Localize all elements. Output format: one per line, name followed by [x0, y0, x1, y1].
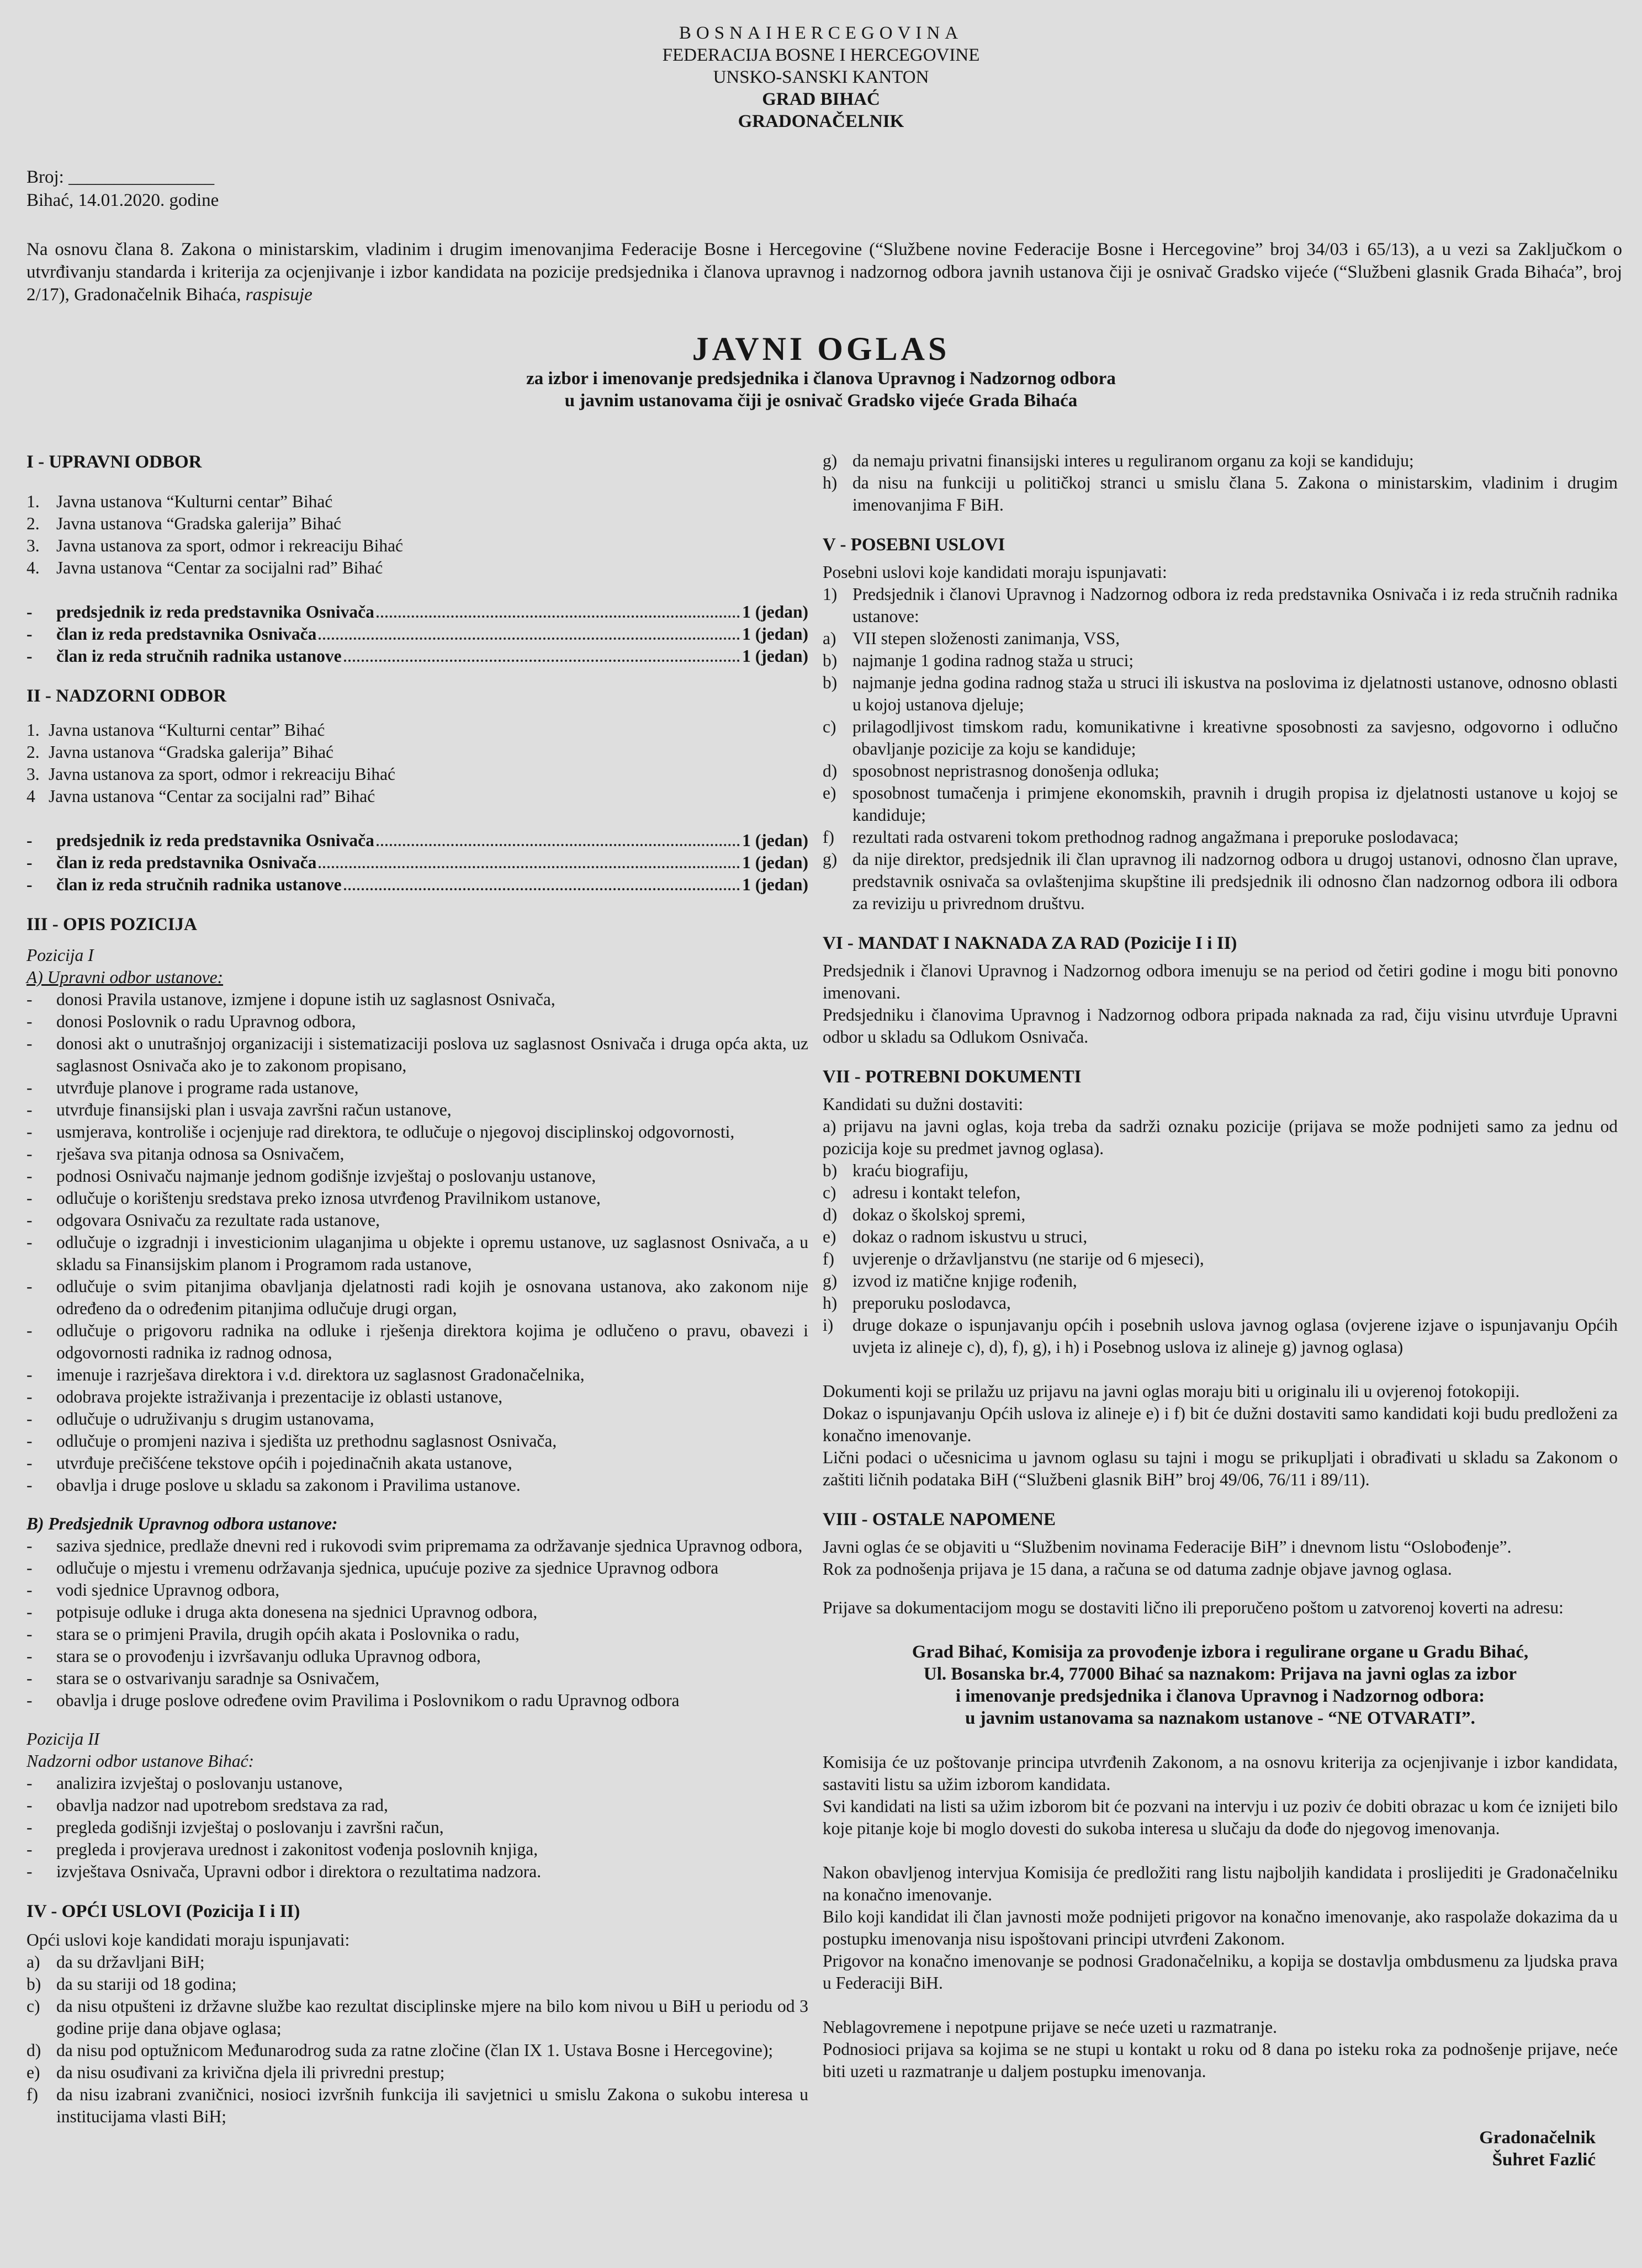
list-item: [27, 1033, 808, 1077]
list-item: i) druge dokaze o ispunjavanju općih i posebnih uslova javnog oglasa (ovjerene izjave o ispunjavanju Općih uvjeta iz alineje c), d), f), g), i h) i Posebnog uslova iz alineje g) javnog oglasa): [823, 1315, 1618, 1357]
list-item: f) uvjerenje o državljanstvu (ne starije od 6 mjeseci),: [823, 1249, 1204, 1268]
list-item: [27, 1121, 808, 1143]
predsjednik-duties: [27, 1535, 808, 1712]
announcement-title: JAVNI OGLAS: [692, 331, 950, 367]
dash-bullet: -: [27, 1144, 33, 1164]
list-item: e) dokaz o radnom iskustvu u struci,: [823, 1227, 1088, 1246]
list-item: 1. Javna ustanova “Kulturni centar” Bihać: [27, 720, 325, 740]
header-country: BOSNAIHERCEGOVINA: [679, 23, 963, 43]
list-item-text: obavlja nadzor nad upotrebom sredstava za rad,: [56, 1796, 388, 1815]
list-item-text: saziva sjednice, predlaže dnevni red i rukovodi svim pripremama za održavanje sjednica Upravnog odbora,: [56, 1536, 803, 1555]
dash-bullet: -: [27, 1122, 33, 1141]
list-item: [27, 1667, 808, 1690]
list-item-text: odobrava projekte istraživanja i prezentacije iz oblasti ustanove,: [56, 1387, 503, 1406]
napomene-paragraph-6: Nakon obavljenog intervjua Komisija će predložiti rang listu najboljih kandidata i proslijediti je Gradonačelniku na konačno imenovanje.: [823, 1863, 1618, 1904]
napomene-paragraph-2: Rok za podnošenja prijava je 15 dana, a računa se od datuma zadnje objave javnog oglasa.: [823, 1559, 1452, 1579]
list-item: h) preporuku poslodavca,: [823, 1293, 1011, 1313]
list-item: b) najmanje 1 godina radnog staža u struci;: [823, 651, 1134, 670]
list-item-text: odgovara Osnivaču za rezultate rada ustanove,: [56, 1210, 380, 1230]
list-item-text: imenuje i razrješava direktora i v.d. direktora uz saglasnost Gradonačelnika,: [56, 1365, 585, 1384]
dokumenti-lead: Kandidati su dužni dostaviti:: [823, 1095, 1024, 1114]
list-item-text: utvrđuje planove i programe rada ustanove,: [56, 1078, 359, 1097]
list-item: c) da nisu otpušteni iz državne službe kao rezultat disciplinske mjere na bilo kom nivou u BiH u periodu od 3 godine prije dana objave oglasa;: [27, 1996, 808, 2038]
document-date: Bihać, 14.01.2020. godine: [27, 190, 219, 210]
address-line-2: Ul. Bosanska br.4, 77000 Bihać sa naznakom: Prijava na javni oglas za izbor: [923, 1664, 1517, 1684]
list-item: e) sposobnost tumačenja i primjene ekonomskih, pravnih i drugih propisa iz djelatnosti ustanove u kojoj se kandiduje;: [823, 783, 1618, 825]
list-item: 4. Javna ustanova “Centar za socijalni rad” Bihać: [27, 558, 383, 577]
list-item: d) sposobnost nepristrasnog donošenja odluka;: [823, 761, 1159, 780]
dash-bullet: -: [27, 1100, 33, 1119]
list-item: [27, 1690, 808, 1712]
header-office: GRADONAČELNIK: [738, 111, 904, 131]
section-nadzorni-odbor-title: II - NADZORNI ODBOR: [27, 686, 227, 706]
list-item: [27, 1408, 808, 1430]
list-item: [27, 1165, 808, 1187]
napomene-paragraph-1: Javni oglas će se objaviti u “Službenim novinama Federacije BiH” i dnevnom listu “Oslobođenje”.: [823, 1537, 1512, 1557]
signature-title: Gradonačelnik: [1479, 2128, 1596, 2148]
dash-bullet: -: [27, 1840, 33, 1859]
list-item: [27, 1011, 808, 1033]
list-item: g) izvod iz matične knjige rođenih,: [823, 1271, 1077, 1290]
list-item: d) dokaz o školskoj spremi,: [823, 1205, 1026, 1224]
dash-bullet: -: [27, 1773, 33, 1793]
list-item-text: rješava sva pitanja odnosa sa Osnivačem,: [56, 1144, 345, 1164]
dash-bullet: -: [27, 1558, 33, 1577]
list-item: [27, 1535, 808, 1557]
list-item: b) najmanje jedna godina radnog staža u struci ili iskustva na poslovima iz djelatnosti ustanove, odnosno oblasti u kojoj ustanova djeluje;: [823, 673, 1618, 714]
dash-bullet: -: [27, 1862, 33, 1881]
position-row: - predsjednik iz reda predstavnika Osnivača 1 (jedan): [27, 831, 808, 850]
dash-bullet: -: [27, 1365, 33, 1384]
list-item-text: donosi akt o unutrašnjoj organizaciji i sistematizaciji poslova uz saglasnost Osnivača i druga opća akta, uz saglasnost Osnivača ako je to zakonom propisano,: [56, 1034, 808, 1075]
dash-bullet: -: [27, 1602, 33, 1622]
list-item: b) da su stariji od 18 godina;: [27, 1974, 237, 1994]
list-item: [27, 1601, 808, 1623]
list-item-text: obavlja i druge poslove u skladu sa zakonom i Pravilima ustanove.: [56, 1475, 521, 1495]
list-item-text: analizira izvještaj o poslovanju ustanove,: [56, 1773, 343, 1793]
intro-raspisuje: raspisuje: [245, 285, 312, 305]
list-item-text: stara se o provođenju i izvršavanju odluka Upravnog odbora,: [56, 1646, 481, 1666]
list-item-text: odlučuje o promjeni naziva i sjedišta uz prethodnu saglasnost Osnivača,: [56, 1431, 557, 1451]
dash-bullet: -: [27, 1669, 33, 1688]
list-item: 2. Javna ustanova “Gradska galerija” Bihać: [27, 742, 334, 762]
left-column: [27, 450, 808, 2128]
napomene-paragraph-7: Bilo koji kandidat ili član javnosti može podnijeti prigovor na konačno imenovanje, ako raspolaže dokazima da u postupku imenovanja nisu ispoštovani principi utvrđeni Zakonom.: [823, 1907, 1618, 1948]
list-item: 1) Predsjednik i članovi Upravnog i Nadzornog odbora iz reda predstavnika Osnivača i iz reda stručnih radnika ustanove:: [823, 585, 1618, 626]
list-item-text: usmjerava, kontroliše i ocjenjuje rad direktora, te odlučuje o njegovoj disciplinskoj odgovornosti,: [56, 1122, 735, 1141]
list-item-text: odlučuje o izgradnji i investicionim ulaganjima u objekte i opremu ustanove, uz saglasnost Osnivača, a u skladu sa Finansijskim planom i Programom rada ustanove,: [56, 1233, 808, 1274]
list-item: [27, 1645, 808, 1667]
dash-bullet: -: [27, 1034, 33, 1053]
list-item: [27, 1579, 808, 1601]
list-item: [27, 1452, 808, 1474]
section-potrebni-dokumenti-title: VII - POTREBNI DOKUMENTI: [823, 1067, 1082, 1087]
list-item: f) rezultati rada ostvareni tokom prethodnog radnog angažmana i preporuke poslodavaca;: [823, 827, 1459, 847]
list-item-text: odlučuje o svim pitanjima obavljanja djelatnosti radi kojih je osnovana ustanova, ako zakonom nije određeno da o određenim pitanjima odlučuje drugi organ,: [56, 1277, 808, 1318]
document-meta: [27, 166, 219, 212]
list-item: [27, 1386, 808, 1408]
napomene-paragraph-3: Prijave sa dokumentacijom mogu se dostaviti lično ili preporučeno poštom u zatvorenoj koverti na adresu:: [823, 1598, 1564, 1617]
position-row: - član iz reda stručnih radnika ustanove 1 (jedan): [27, 875, 808, 894]
signature-block: [823, 2127, 1618, 2171]
list-item-text: potpisuje odluke i druga akta donesena na sjednici Upravnog odbora,: [56, 1602, 538, 1622]
list-item-text: odlučuje o mjestu i vremenu održavanja sjednica, upućuje pozive za sjednice Upravnog odbora: [56, 1558, 719, 1577]
list-item: 1. Javna ustanova “Kulturni centar” Bihać: [27, 492, 333, 511]
list-item-text: vodi sjednice Upravnog odbora,: [56, 1580, 280, 1600]
dokumenti-paragraph-2: Dokaz o ispunjavanju Općih uslova iz alineje e) i f) bit će dužni dostaviti samo kandidati koji budu predloženi za konačno imenovanje.: [823, 1404, 1618, 1445]
list-item: [27, 1231, 808, 1276]
list-item: [27, 1276, 808, 1320]
section-opis-pozicija-title: III - OPIS POZICIJA: [27, 915, 197, 934]
dash-bullet: -: [27, 1387, 33, 1406]
list-item: [27, 1143, 808, 1165]
list-item: [27, 1816, 808, 1839]
dash-bullet: -: [27, 1012, 33, 1031]
list-item: [27, 989, 808, 1011]
list-item: [27, 1430, 808, 1452]
list-item: f) da nisu izabrani zvaničnici, nosioci izvršnih funkcija ili savjetnici u smislu Zakona o sukobu interesa u institucijama vlasti BiH;: [27, 2085, 808, 2126]
list-item-text: pregleda i provjerava urednost i zakonitost vođenja poslovnih knjiga,: [56, 1840, 538, 1859]
list-item: a) da su državljani BiH;: [27, 1952, 205, 1972]
intro-paragraph: [27, 238, 1622, 306]
dash-bullet: -: [27, 1078, 33, 1097]
napomene-paragraph-9: Neblagovremene i nepotpune prijave se neće uzeti u razmatranje.: [823, 2017, 1277, 2037]
nadzorni-odbor-duties: [27, 1772, 808, 1883]
address-line-1: Grad Bihać, Komisija za provođenje izbora i regulirane organe u Gradu Bihać,: [912, 1642, 1529, 1662]
dash-bullet: -: [27, 990, 33, 1009]
list-item-text: utvrđuje prečišćene tekstove općih i pojedinačnih akata ustanove,: [56, 1453, 512, 1473]
napomene-paragraph-8: Prigovor na konačno imenovanje se podnosi Gradonačelniku, a kopija se dostavlja ombdusmenu za ljudska prava u Federaciji BiH.: [823, 1951, 1618, 1993]
dash-bullet: -: [27, 1166, 33, 1186]
list-item: [27, 1320, 808, 1364]
dash-bullet: -: [27, 1646, 33, 1666]
predsjednik-subtitle: B) Predsjednik Upravnog odbora ustanove:: [27, 1514, 338, 1533]
section-ostale-napomene-title: VIII - OSTALE NAPOMENE: [823, 1510, 1056, 1529]
dash-bullet: -: [27, 1796, 33, 1815]
napomene-paragraph-10: Podnosioci prijava sa kojima se ne stupi u kontakt u roku od 8 dana po isteku roka za podnošenje prijave, neće biti uzeti u razmatranje u daljem postupku imenovanja.: [823, 2039, 1618, 2081]
section-mandat-title: VI - MANDAT I NAKNADA ZA RAD (Pozicije I i II): [823, 933, 1237, 953]
list-item: g) da nije direktor, predsjednik ili član upravnog ili nadzornog odbora u drugoj ustanovi, odnosno član uprave, predstavnik osnivača sa ovlaštenjima skupštine ili predsjednik ili odnosno član nadzornog odbora ili odbora za reviziju u privrednom društvu.: [823, 849, 1618, 913]
signature-name: Šuhret Fazlić: [1492, 2150, 1596, 2170]
list-item: b) kraću biografiju,: [823, 1161, 968, 1180]
dash-bullet: -: [27, 1188, 33, 1208]
dash-bullet: -: [27, 1233, 33, 1252]
list-item: g) da nemaju privatni finansijski interes u reguliranom organu za koji se kandiduju;: [823, 451, 1414, 470]
list-item: [27, 1077, 808, 1099]
address-line-3: i imenovanje predsjednika i članova Upravnog i Nadzornog odbora:: [955, 1686, 1485, 1706]
header-canton: UNSKO-SANSKI KANTON: [713, 67, 929, 87]
header-federation: FEDERACIJA BOSNE I HERCEGOVINE: [662, 45, 980, 65]
list-item-text: donosi Poslovnik o radu Upravnog odbora,: [56, 1012, 356, 1031]
position-row: - član iz reda predstavnika Osnivača 1 (jedan): [27, 624, 808, 644]
list-item-text: izvještava Osnivača, Upravni odbor i direktora o rezultatima nadzora.: [56, 1862, 542, 1881]
list-item-text: donosi Pravila ustanove, izmjene i dopune istih uz saglasnost Osnivača,: [56, 990, 555, 1009]
list-item: 3. Javna ustanova za sport, odmor i rekreaciju Bihać: [27, 536, 404, 555]
dash-bullet: -: [27, 1536, 33, 1555]
list-item-text: odlučuje o udruživanju s drugim ustanovama,: [56, 1409, 374, 1428]
mandat-paragraph-1: Predsjednik i članovi Upravnog i Nadzornog odbora imenuju se na period od četiri godine i mogu biti ponovno imenovani.: [823, 961, 1618, 1002]
list-item: [27, 1364, 808, 1386]
reference-number: Broj: ________________: [27, 167, 215, 187]
dash-bullet: -: [27, 1210, 33, 1230]
list-item: c) prilagodljivost timskom radu, komunikativne i kreativne sposobnosti za savjesno, odgovorno i odlučno obavljanje pozicije za koju se kandiduje;: [823, 717, 1618, 758]
mandat-paragraph-2: Predsjedniku i članovima Upravnog i Nadzornog odbora pripada naknada za rad, čiju visinu utvrđuje Upravni odbor u skladu sa Odlukom Osnivača.: [823, 1005, 1618, 1047]
address-line-4: u javnim ustanovama sa naznakom ustanove - “NE OTVARATI”.: [965, 1708, 1475, 1728]
dash-bullet: -: [27, 1409, 33, 1428]
position-row: - predsjednik iz reda predstavnika Osnivača 1 (jedan): [27, 602, 808, 622]
section-upravni-odbor-title: I - UPRAVNI ODBOR: [27, 452, 202, 472]
pozicija-1-label: Pozicija I: [27, 946, 94, 965]
dash-bullet: -: [27, 1818, 33, 1837]
dash-bullet: -: [27, 1475, 33, 1495]
list-item-text: utvrđuje finansijski plan i usvaja završni račun ustanove,: [56, 1100, 452, 1119]
napomene-paragraph-4: Komisija će uz poštovanje principa utvrđenih Zakonom, a na osnovu kriterija za ocjenjivanje i izbor kandidata, sastaviti listu sa užim izborom kandidata.: [823, 1752, 1618, 1794]
posebni-uslovi-lead: Posebni uslovi koje kandidati moraju ispunjavati:: [823, 562, 1167, 582]
list-item: [27, 1772, 808, 1794]
opci-uslovi-lead: Opći uslovi koje kandidati moraju ispunjavati:: [27, 1930, 350, 1950]
list-item: [27, 1209, 808, 1231]
section-opci-uslovi-title: IV - OPĆI USLOVI (Pozicija I i II): [27, 1901, 300, 1921]
nadzorni-odbor-subtitle: Nadzorni odbor ustanove Bihać:: [27, 1751, 255, 1771]
list-item: c) adresu i kontakt telefon,: [823, 1183, 1021, 1202]
dokumenti-paragraph-3: Lični podaci o učesnicima u javnom oglasu su tajni i mogu se prikupljati i obrađivati u skladu sa Zakonom o zaštiti ličnih podataka BiH (“Službeni glasnik BiH” broj 49/06, 76/11 i 89/11).: [823, 1448, 1618, 1489]
list-item: a) VII stepen složenosti zanimanja, VSS,: [823, 629, 1120, 648]
list-item-text: stara se o ostvarivanju saradnje sa Osnivačem,: [56, 1669, 380, 1688]
list-item-text: stara se o primjeni Pravila, drugih općih akata i Poslovnika o radu,: [56, 1624, 520, 1644]
dash-bullet: -: [27, 1431, 33, 1451]
list-item-text: odlučuje o prigovoru radnika na odluke i rješenja direktora kojima je odlučeno o pravu, obavezi i odgovornosti radnika iz radnog odnosa,: [56, 1321, 808, 1362]
list-item: 4 Javna ustanova “Centar za socijalni rad” Bihać: [27, 787, 375, 806]
list-item: 3. Javna ustanova za sport, odmor i rekreaciju Bihać: [27, 764, 396, 784]
dash-bullet: -: [27, 1321, 33, 1340]
list-item: [27, 1099, 808, 1121]
upravni-odbor-subtitle: A) Upravni odbor ustanove:: [27, 968, 224, 987]
napomene-paragraph-5: Svi kandidati na listi sa užim izborom bit će pozvani na intervju i uz poziv će dobiti obrazac u kom će iznijeti bilo koje pitanje koje bi moglo dovesti do sukoba interesa u slučaju da dođe do njegovog imenovanja.: [823, 1797, 1618, 1838]
document-header: [0, 22, 1642, 132]
list-item: e) da nisu osuđivani za krivična djela ili privredni prestup;: [27, 2063, 445, 2082]
list-item: [27, 1794, 808, 1816]
upravni-odbor-duties: [27, 989, 808, 1496]
list-item: h) da nisu na funkciji u političkoj stranci u smislu člana 5. Zakona o ministarskim, vladinim i drugim imenovanjima F BiH.: [823, 473, 1618, 514]
header-city: GRAD BIHAĆ: [762, 89, 880, 109]
dokumenti-paragraph-1: Dokumenti koji se prilažu uz prijavu na javni oglas moraju biti u originalu ili u ovjerenoj fotokopiji.: [823, 1382, 1520, 1401]
right-column: [823, 450, 1618, 2171]
list-item: [27, 1861, 808, 1883]
announcement-title-block: [0, 330, 1642, 412]
announcement-subtitle-1: za izbor i imenovanje predsjednika i članova Upravnog i Nadzornog odbora: [526, 369, 1116, 389]
dash-bullet: -: [27, 1277, 33, 1296]
pozicija-2-label: Pozicija II: [27, 1729, 100, 1749]
dash-bullet: -: [27, 1691, 33, 1710]
list-item-text: obavlja i druge poslove određene ovim Pravilima i Poslovnikom o radu Upravnog odbora: [56, 1691, 680, 1710]
dash-bullet: -: [27, 1580, 33, 1600]
list-item-text: odlučuje o korištenju sredstava preko iznosa utvrđenog Pravilnikom ustanove,: [56, 1188, 601, 1208]
dash-bullet: -: [27, 1453, 33, 1473]
announcement-subtitle-2: u javnim ustanovama čiji je osnivač Gradsko vijeće Grada Bihaća: [564, 391, 1078, 411]
section-posebni-uslovi-title: V - POSEBNI USLOVI: [823, 535, 1005, 555]
list-item: [27, 1623, 808, 1645]
dash-bullet: -: [27, 1624, 33, 1644]
list-item-text: podnosi Osnivaču najmanje jednom godišnje izvještaj o poslovanju ustanove,: [56, 1166, 596, 1186]
position-row: - član iz reda stručnih radnika ustanove 1 (jedan): [27, 646, 808, 666]
list-item: [27, 1474, 808, 1496]
list-item: 2. Javna ustanova “Gradska galerija” Bihać: [27, 514, 342, 533]
list-item: [27, 1187, 808, 1209]
list-item-text: pregleda godišnji izvještaj o poslovanju i završni račun,: [56, 1818, 444, 1837]
list-item: [27, 1557, 808, 1579]
list-item: [27, 1839, 808, 1861]
list-item: d) da nisu pod optužnicom Međunarodrog suda za ratne zločine (član IX 1. Ustava Bosne i Hercegovine);: [27, 2041, 774, 2060]
position-row: - član iz reda predstavnika Osnivača 1 (jedan): [27, 853, 808, 872]
dokumenti-item-a: a) prijavu na javni oglas, koja treba da sadrži oznaku pozicije (prijava se može podnijeti samo za jednu od pozicija koje su predmet javnog oglasa).: [823, 1117, 1618, 1158]
intro-text: Na osnovu člana 8. Zakona o ministarskim, vladinim i drugim imenovanjima Federacije Bosne i Hercegovine (“Službene novine Federacije Bosne i Hercegovine” broj 34/03 i 65/13), a u vezi sa Zaključkom o utvrđivanju standarda i kriterija za ocjenjivanje i izbor kandidata na pozicije predsjednika i članova upravnog i nadzornog odbora javnih ustanova čiji je osnivač Gradsko vijeće (“Službeni glasnik Grada Bihaća”, broj 2/17), Gradonačelnik Bihaća,: [27, 240, 1622, 305]
